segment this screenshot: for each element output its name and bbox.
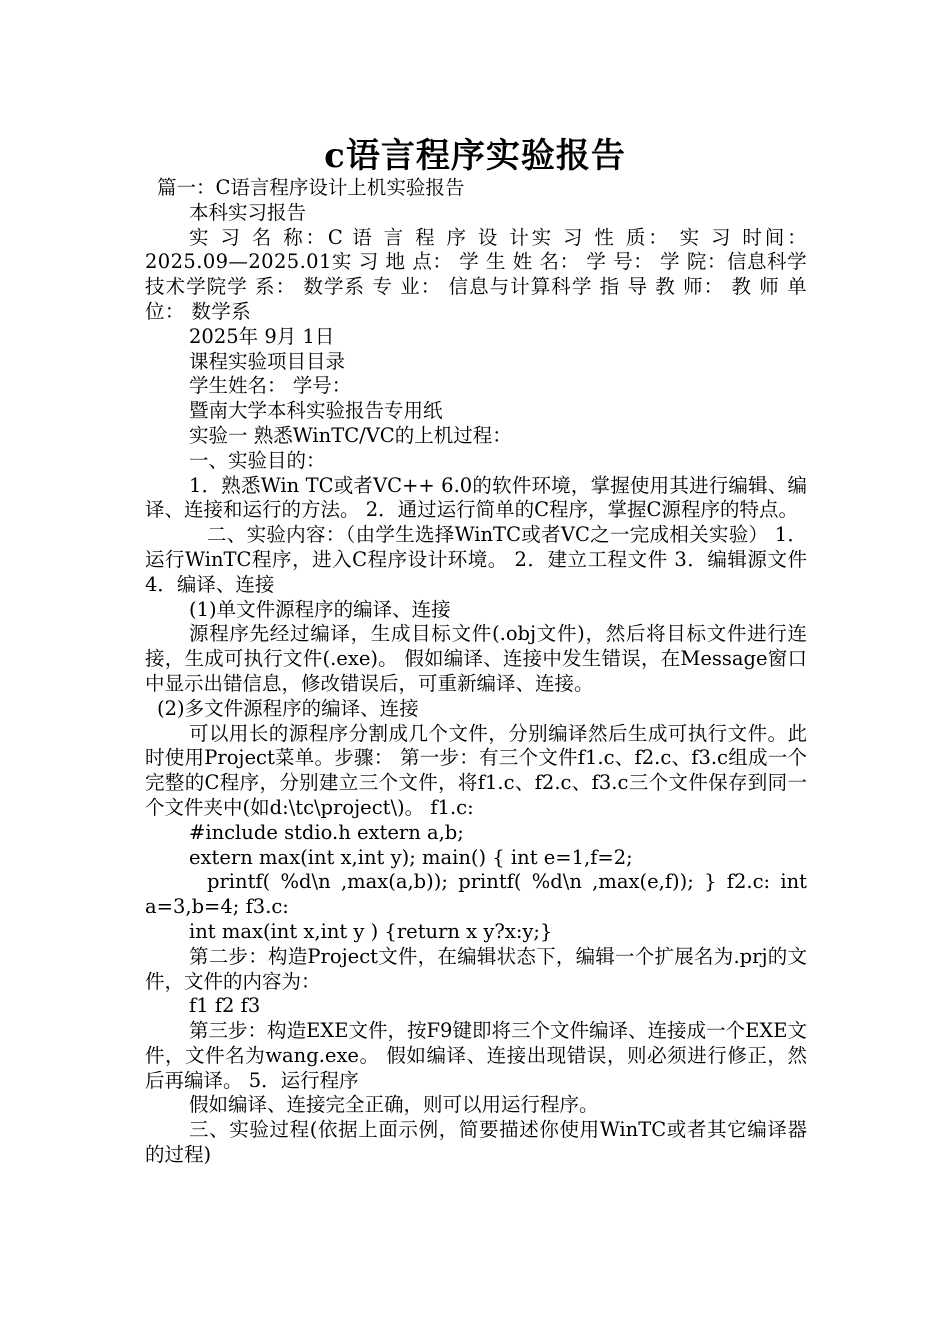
paragraph: 假如编译、连接完全正确，则可以用运行程序。 [189, 1093, 599, 1117]
paragraph: (1)单文件源程序的编译、连接 [189, 597, 451, 621]
code-line: #include stdio.h extern a,b; [189, 820, 464, 844]
paragraph: 二、实验内容：（由学生选择WinTC或者VC之一完成相关实验） 1．运行WinTC程序，进入C程序设计环境。 2．建立工程文件 3．编辑源文件 4．编译、连接 [145, 523, 807, 596]
paragraph: f1 f2 f3 [189, 994, 261, 1018]
paragraph: 源程序先经过编译，生成目标文件(.obj文件)，然后将目标文件进行连接，生成可执行文件(.exe)。 假如编译、连接中发生错误，在Message窗口中显示出错信息，修改错误后，可重新编译、连接。 [145, 622, 807, 695]
paragraph: 三、实验过程(依据上面示例，简要描述你使用WinTC或者其它编译器的过程) [145, 1118, 807, 1167]
paragraph: 暨南大学本科实验报告专用纸 [189, 399, 443, 423]
paragraph: 本科实习报告 [189, 200, 307, 224]
document-body [145, 176, 807, 1168]
paragraph: 一、实验目的： [189, 448, 326, 472]
document-title: c语言程序实验报告 [324, 136, 626, 176]
paragraph: 可以用长的源程序分割成几个文件，分别编译然后生成可执行文件。此时使用Project菜单。步骤： 第一步：有三个文件f1.c、f2.c、f3.c组成一个完整的C程序，分别建立三个文件，将f1.c、f2.c、f3.c三个文件保存到同一个文件夹中(如d:\tc\project\)。 f1.c: [145, 721, 807, 819]
paragraph: (2)多文件源程序的编译、连接 [157, 696, 419, 720]
paragraph: 第三步：构造EXE文件，按F9键即将三个文件编译、连接成一个EXE文件，文件名为wang.exe。 假如编译、连接出现错误，则必须进行修正，然后再编译。 5．运行程序 [145, 1019, 807, 1092]
code-line: int max(int x,int y ) {return x y?x:y;} [189, 919, 553, 943]
paragraph: 课程实验项目目录 [189, 349, 346, 373]
paragraph: 1．熟悉Win TC或者VC++ 6.0的软件环境，掌握使用其进行编辑、编译、连接和运行的方法。 2．通过运行简单的C程序，掌握C源程序的特点。 [145, 473, 807, 522]
paragraph: 实验一 熟悉WinTC/VC的上机过程： [189, 423, 512, 447]
paragraph: 学生姓名： 学号： [189, 374, 352, 398]
paragraph: 2025年 9月 1日 [189, 324, 335, 348]
paragraph: 第二步：构造Project文件，在编辑状态下，编辑一个扩展名为.prj的文件，文件的内容为： [145, 944, 807, 993]
code-line: extern max(int x,int y); main() { int e=1,f=2; [189, 845, 633, 869]
paragraph: 实 习 名 称：C 语 言 程 序 设 计实 习 性 质： 实 习 时间： 2025.09—2025.01实 习 地 点： 学 生 姓 名： 学 号： 学 院：信息科学技术学院学 系： 数学系 专 业： 信息与计算科学 指 导 教 师： 教 师 单 位： 数学系 [145, 225, 807, 323]
section-heading: 篇一：C语言程序设计上机实验报告 [157, 176, 465, 199]
code-line: printf( %d\n ,max(a,b)); printf( %d\n ,max(e,f)); } f2.c: int a=3,b=4; f3.c: [145, 870, 807, 919]
